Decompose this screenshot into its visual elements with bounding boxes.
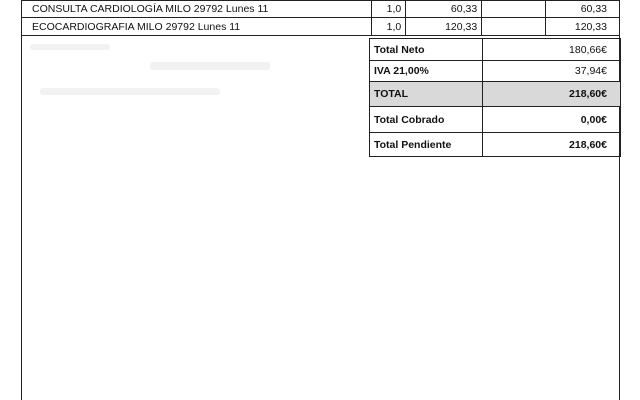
table-row — [370, 107, 621, 133]
total-pendiente-value: 218,60€ — [482, 133, 620, 157]
total-cobrado-value: 0,00€ — [482, 107, 620, 133]
item-quantity: 1,0 — [372, 18, 406, 36]
iva-value: 37,94€ — [482, 61, 620, 82]
item-price: 120,33 — [406, 18, 482, 36]
total-pendiente-label: Total Pendiente — [370, 133, 483, 157]
item-description: ECOCARDIOGRAFIA MILO 29792 Lunes 11 — [22, 18, 372, 36]
table-row — [370, 133, 621, 157]
faded-text-mark — [40, 88, 220, 95]
total-neto-value: 180,66€ — [482, 39, 620, 61]
totals-table — [369, 38, 621, 157]
table-row — [22, 1, 620, 18]
table-row — [370, 61, 621, 82]
line-items-table — [21, 0, 620, 36]
faded-text-mark — [150, 62, 270, 70]
total-cobrado-label: Total Cobrado — [370, 107, 483, 133]
grand-total-label: TOTAL — [370, 82, 483, 107]
grand-total-value: 218,60€ — [482, 82, 620, 107]
item-empty-cell — [482, 18, 546, 36]
total-neto-label: Total Neto — [370, 39, 483, 61]
item-description: CONSULTA CARDIOLOGÍA MILO 29792 Lunes 11 — [22, 1, 372, 18]
item-total: 60,33 — [546, 1, 620, 18]
iva-label: IVA 21,00% — [370, 61, 483, 82]
table-row — [370, 82, 621, 107]
item-quantity: 1,0 — [372, 1, 406, 18]
table-row — [370, 39, 621, 61]
faded-text-mark — [30, 44, 110, 50]
item-price: 60,33 — [406, 1, 482, 18]
item-empty-cell — [482, 1, 546, 18]
item-total: 120,33 — [546, 18, 620, 36]
table-row — [22, 18, 620, 36]
